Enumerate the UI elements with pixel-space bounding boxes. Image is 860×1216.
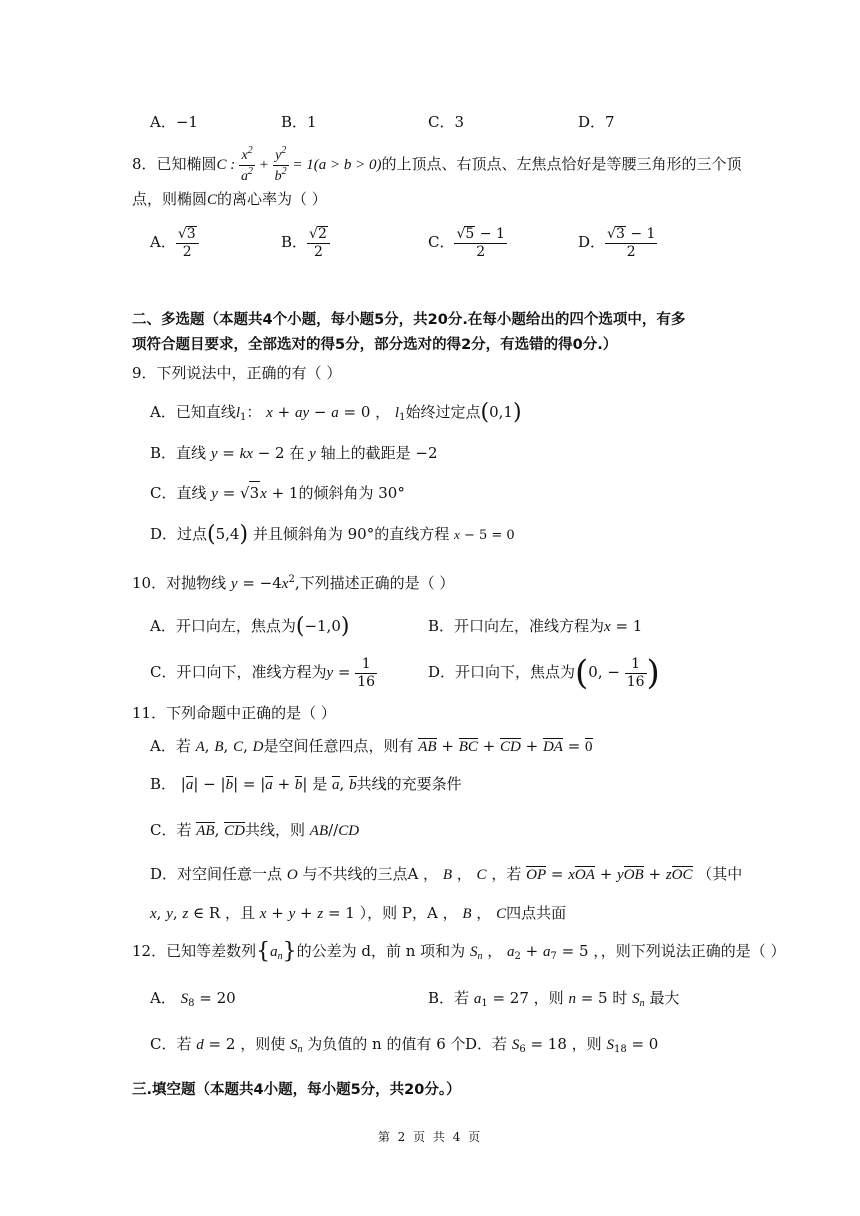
q11-b-2: 是 <box>312 775 328 793</box>
q10-d: D．开口向下，焦点为 <box>428 663 576 681</box>
q12-stem-2: 的公差为 d，前 n 项和为 <box>296 942 466 960</box>
q10-option-d: D．开口向下，焦点为(0, − $\frac{1}{16}$ ) <box>428 653 660 693</box>
q12-stem-1: 12．已知等差数列 <box>132 942 257 960</box>
q10-option-b: B．开口向左，准线方程为x = 1 <box>428 617 643 635</box>
q8-ellipse-formula: C : $\frac{x^2}{a^2}$ + $\frac{y^2}{b^2}$ = 1(a > b > 0) <box>216 145 382 185</box>
q8-den: 2 <box>626 244 636 260</box>
q12-d-2: ，则 <box>571 1035 602 1053</box>
q10-c: C．开口向下，准线方程为 <box>150 663 327 681</box>
q8-option-a <box>150 222 199 262</box>
q12-c-3: 为负值的 n 的值有 6 个 <box>307 1035 466 1053</box>
q8-option-d <box>578 222 657 262</box>
q9-c-2: 的倾斜角为 <box>298 484 374 502</box>
q12-option-b: B．若 $a_1 = 27$ ，则 n = 5 时 $S_n$ 最大 <box>428 989 680 1009</box>
q11-d-2: 与不共线的三点A ， <box>302 865 439 883</box>
q12-b-1: B．若 <box>428 989 470 1007</box>
q9-b-1: B．直线 <box>150 444 207 462</box>
q9-option-d: D．过点(5,4) 并且倾斜角为 90°的直线方程 x − 5 = 0 <box>150 522 515 547</box>
q11-d-4: （其中 <box>697 865 743 883</box>
q10-option-c: C．开口向下，准线方程为y = $\frac{1}{16}$ <box>150 655 376 690</box>
section2-heading-line2: 项符合题目要求，全部选对的得5分，部分选对的得2分，有选错的得0分.） <box>132 337 618 353</box>
q10-stem: 10．对抛物线 $y = -4x^2$,下列描述正确的是（ ） <box>132 574 455 592</box>
q10-a: A．开口向左，焦点为 <box>150 617 296 635</box>
q11-b-1: B． <box>150 775 177 793</box>
q10-b: B．开口向左，准线方程为 <box>428 617 605 635</box>
q8-den: 2 <box>313 244 323 260</box>
q9-option-b: B．直线 y = kx − 2 在 y 轴上的截距是 −2 <box>150 444 438 462</box>
q8-option-a-value: $\frac{√3}{2}$ <box>176 226 199 259</box>
q10-option-a: A．开口向左，焦点为(−1,0) <box>150 614 350 639</box>
q9-c-1: C．直线 <box>150 484 207 502</box>
q12-b-3: 时 <box>612 989 628 1007</box>
q12-c-1: C．若 <box>150 1035 192 1053</box>
q10-stem-1: 10．对抛物线 <box>132 574 227 592</box>
q9-b-3: 轴上的截距是 <box>320 444 411 462</box>
q7-option-a: A．−1 <box>150 113 198 131</box>
q9-stem: 9．下列说法中，正确的有（ ） <box>132 364 342 382</box>
q10-stem-2: ,下列描述正确的是（ ） <box>294 574 455 592</box>
q11-d-1: D．对空间任意一点 <box>150 865 283 883</box>
q11-c-2: 共线，则 <box>244 821 305 839</box>
q11-option-d-line1: D．对空间任意一点 O 与不共线的三点A ， B ， C ，若 OP = xOA + yOB + zOC （其中 <box>150 865 743 883</box>
q8-stem <box>132 146 742 185</box>
q8-option-b <box>281 222 330 262</box>
q8-option-b-label: B． <box>281 233 308 251</box>
q11-c-1: C．若 <box>150 821 192 839</box>
q11-d-6: ），则 P，A ， <box>359 904 458 922</box>
q12-d-1: D．若 <box>465 1035 508 1053</box>
q9-d-3: 的直线方程 <box>374 525 450 543</box>
q8-option-b-value: $\frac{√2}{2}$ <box>307 226 330 259</box>
q11-option-d-line2: x, y, z ∈ R ，且 x + y + z = 1 ），则 P，A ， B ， C四点共面 <box>150 904 567 922</box>
q8-option-d-value: $\frac{√3 - 1}{2}$ <box>607 226 656 260</box>
q9-b-2: 在 <box>289 444 305 462</box>
q7-option-d: D．7 <box>578 113 615 131</box>
q11-a-2: 是空间任意四点，则有 <box>263 737 414 755</box>
section2-heading-line1: 二、多选题（本题共4个小题，每小题5分，共20分.在每小题给出的四个选项中，有多 <box>132 312 686 328</box>
q7-option-c: C．3 <box>428 113 465 131</box>
q12-stem-3: ，则下列说法正确的是（ ） <box>600 942 786 960</box>
q12-b-4: 最大 <box>649 989 680 1007</box>
section3-heading: 三.填空题（本题共4小题，每小题5分，共20分。） <box>132 1082 461 1098</box>
q8-number: 8．已知椭圆 <box>132 155 217 173</box>
q8-den: 2 <box>182 244 192 260</box>
q9-a-1: A．已知直线 <box>150 403 236 421</box>
q9-d-2: 并且倾斜角为 <box>252 525 343 543</box>
q11-option-a: A．若 A, B, C, D是空间任意四点，则有 AB + BC + CD + DA = 0 <box>150 737 593 755</box>
q8-option-c <box>428 222 507 262</box>
q7-option-b: B．1 <box>281 113 317 131</box>
q8-var-c: C <box>207 192 218 208</box>
q8-option-d-label: D． <box>578 233 606 251</box>
q11-d-3: ，若 <box>491 865 522 883</box>
q8-line2-a: 点，则椭圆 <box>132 190 208 208</box>
q8-option-c-value: $\frac{√5 - 1}{2}$ <box>456 226 505 260</box>
q8-option-c-label: C． <box>428 233 455 251</box>
q8-line2-b: 的离心率为（ ） <box>217 190 327 208</box>
q8-stem-tail: 的上顶点、右顶点、左焦点恰好是等腰三角形的三个顶 <box>381 155 742 173</box>
q11-d-7: 四点共面 <box>506 904 567 922</box>
q8-den: 2 <box>476 244 486 260</box>
q9-d-1: D．过点 <box>150 525 208 543</box>
q11-a-1: A．若 <box>150 737 191 755</box>
q12-c-2: ，则使 <box>240 1035 286 1053</box>
q11-b-3: 共线的充要条件 <box>356 775 462 793</box>
q11-d-5: ，且 <box>224 904 255 922</box>
page-footer: 第 2 页 共 4 页 <box>377 1130 483 1144</box>
q8-option-a-label: A． <box>150 233 176 251</box>
q9-a-2: 始终过定点 <box>405 403 481 421</box>
q12-option-a: A． $S_8 = 20$ <box>150 989 236 1009</box>
q11-option-b: B． |a| − |b| = |a + b| 是 a, b共线的充要条件 <box>150 775 462 793</box>
q12-option-d: D．若 $S_6 = 18$ ，则 $S_{18} = 0$ <box>465 1035 659 1055</box>
q12-b-2: ，则 <box>533 989 564 1007</box>
q12-stem: 12．已知等差数列$\{a_n\}$的公差为 d，前 n 项和为 $S_n$ ， $a_2 + a_7 = 5$ ，，则下列说法正确的是（ ） <box>132 939 786 964</box>
q11-option-c: C．若 AB, CD共线，则 AB//CD <box>150 821 360 839</box>
q12-option-c: C．若 d = 2 ，则使 $S_n$ 为负值的 n 的值有 6 个 <box>150 1035 466 1055</box>
q8-stem-line2 <box>132 188 327 211</box>
q9-option-a: A．已知直线$l_1$： x + ay − a = 0 ， $l_1$始终过定点(0,1) <box>150 400 522 425</box>
q12-a: A． <box>150 989 176 1007</box>
q11-stem: 11．下列命题中正确的是（ ） <box>132 704 336 722</box>
q9-option-c: C．直线 y = √3x + 1的倾斜角为 30° <box>150 481 405 505</box>
